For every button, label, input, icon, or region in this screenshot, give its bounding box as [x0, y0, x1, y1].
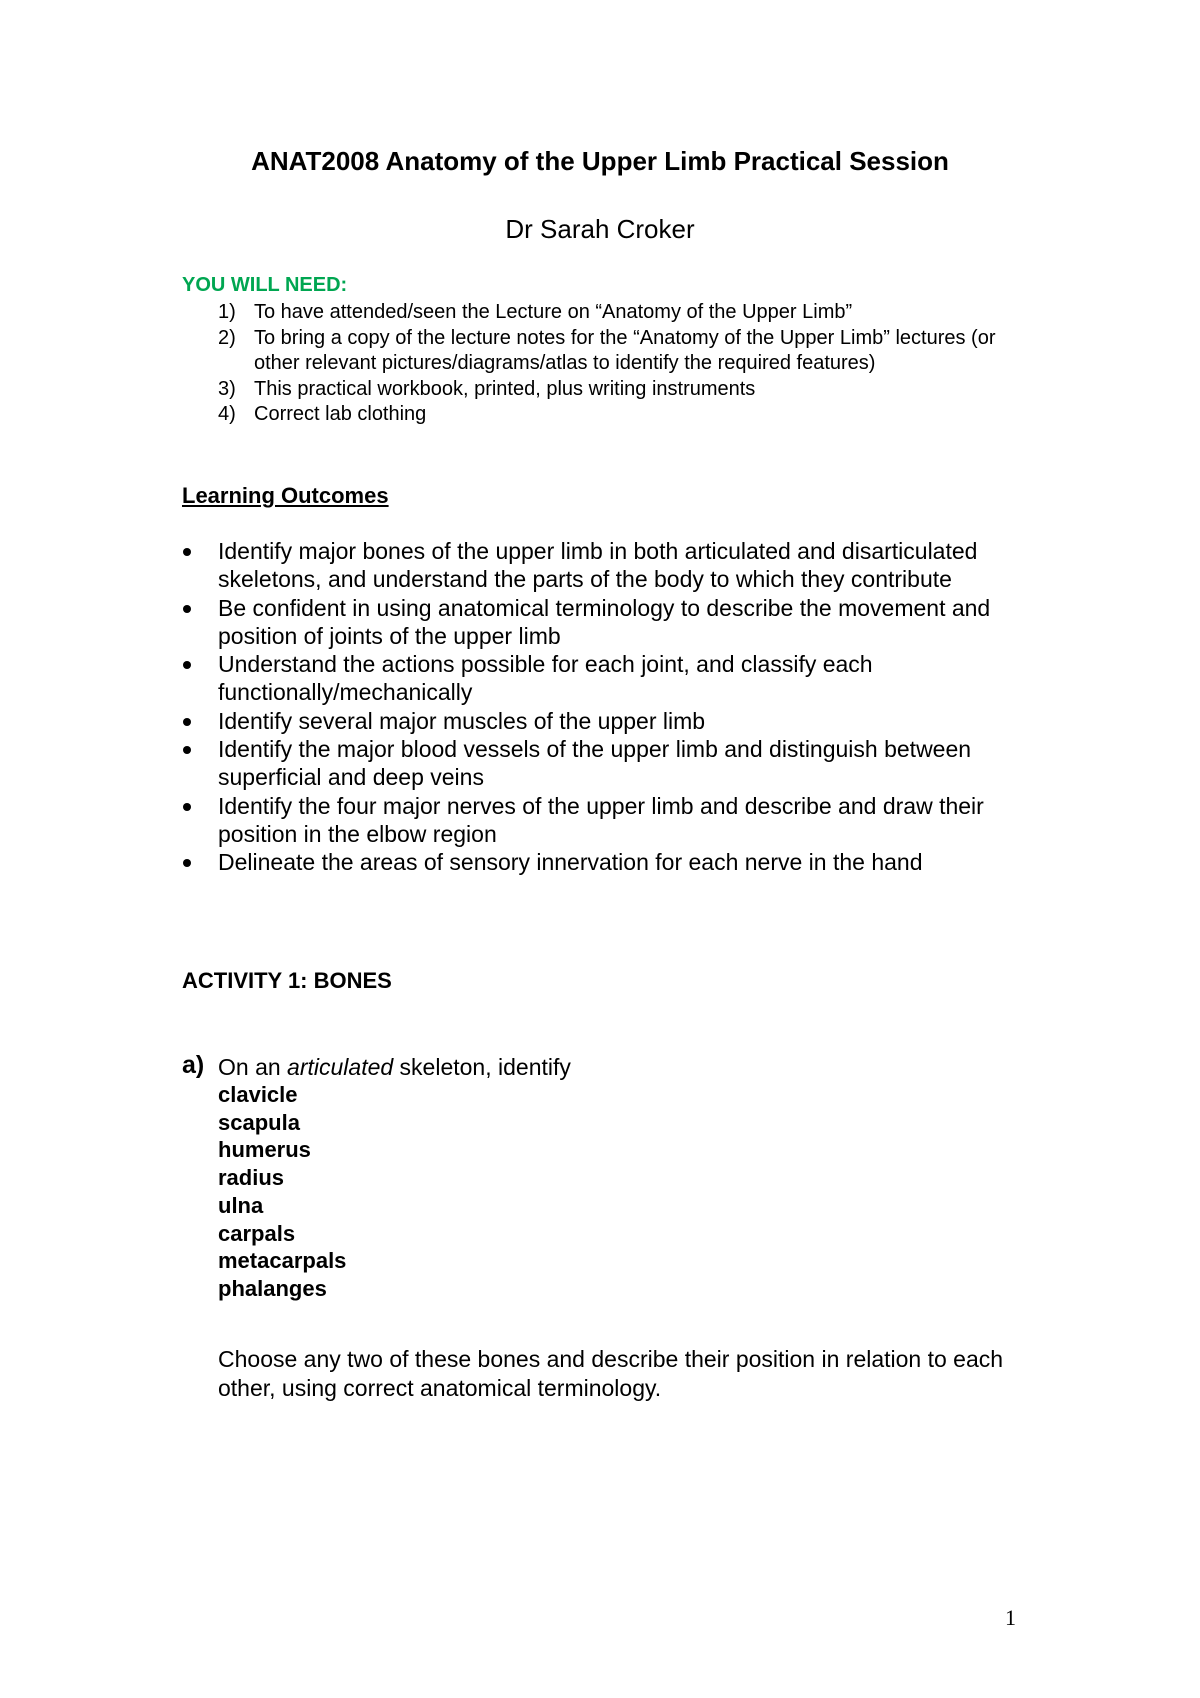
outcome-item — [182, 735, 1042, 792]
part-a-instruction: Choose any two of these bones and describe their position in relation to each other, using correct anatomical terminology. — [218, 1346, 1004, 1401]
part-a-intro — [218, 1054, 571, 1081]
need-item — [182, 402, 1042, 428]
you-will-need-heading: YOU WILL NEED: — [182, 274, 348, 296]
outcome-text: Identify the major blood vessels of the upper limb and distinguish between superficial and deep veins — [218, 736, 972, 791]
activity-1-heading: ACTIVITY 1: BONES — [182, 968, 392, 993]
need-item-number: 2) — [218, 326, 236, 349]
bullet-icon — [183, 718, 191, 726]
bone-item: radius — [218, 1165, 285, 1191]
outcome-item — [182, 650, 1042, 707]
learning-outcomes-heading: Learning Outcomes — [182, 483, 389, 508]
need-item-text: Correct lab clothing — [254, 403, 427, 425]
outcome-text: Identify major bones of the upper limb in both articulated and disarticulated skeletons, and understand the parts of the body to which they contribute — [218, 538, 978, 593]
need-item-text: To bring a copy of the lecture notes for the “Anatomy of the Upper Limb” lectures (or other relevant pictures/diagrams/atlas to identify the required features) — [254, 326, 996, 374]
need-item — [182, 300, 1042, 326]
intro-emphasis: articulated — [287, 1054, 394, 1080]
outcome-item — [182, 594, 1042, 651]
bullet-icon — [183, 548, 191, 556]
bullet-icon — [183, 859, 191, 867]
need-item-text: To have attended/seen the Lecture on “Anatomy of the Upper Limb” — [254, 301, 853, 323]
bullet-icon — [183, 803, 191, 811]
outcome-text: Be confident in using anatomical terminology to describe the movement and position of joints of the upper limb — [218, 594, 991, 649]
need-item-number: 1) — [218, 301, 236, 323]
page-number: 1 — [1005, 1605, 1016, 1630]
intro-text: On an — [218, 1054, 288, 1080]
bullet-icon — [183, 605, 191, 613]
outcome-item — [182, 537, 1042, 594]
outcome-text: Understand the actions possible for each joint, and classify each functionally/mechanically — [218, 651, 873, 706]
bone-item: carpals — [218, 1220, 296, 1246]
document-author: Dr Sarah Croker — [505, 214, 695, 244]
outcome-item — [182, 792, 1042, 849]
outcome-text: Delineate the areas of sensory innervation for each nerve in the hand — [218, 849, 923, 876]
learning-outcomes-list — [182, 537, 1042, 877]
bone-item: phalanges — [218, 1275, 327, 1301]
need-item — [182, 377, 1042, 403]
bullet-icon — [183, 661, 191, 669]
bone-list — [218, 1081, 346, 1303]
bone-item: ulna — [218, 1192, 264, 1218]
intro-text: skeleton, identify — [393, 1054, 571, 1080]
bone-item: humerus — [218, 1137, 311, 1163]
part-a-label: a) — [182, 1051, 205, 1079]
bullet-icon — [183, 746, 191, 754]
outcome-item — [182, 848, 1042, 876]
outcome-text: Identify the four major nerves of the upper limb and describe and draw their position in the elbow region — [218, 792, 984, 847]
need-item-number: 3) — [218, 377, 236, 400]
need-item-text: This practical workbook, printed, plus writing instruments — [254, 377, 756, 400]
you-will-need-list — [182, 300, 1042, 428]
need-item-number: 4) — [218, 403, 236, 425]
bone-item: clavicle — [218, 1082, 298, 1107]
bone-item: scapula — [218, 1109, 300, 1135]
need-item — [182, 326, 1042, 377]
outcome-item — [182, 707, 1042, 735]
document-title: ANAT2008 Anatomy of the Upper Limb Practical Session — [251, 146, 949, 176]
bone-item: metacarpals — [218, 1248, 347, 1274]
outcome-text: Identify several major muscles of the upper limb — [218, 707, 706, 734]
